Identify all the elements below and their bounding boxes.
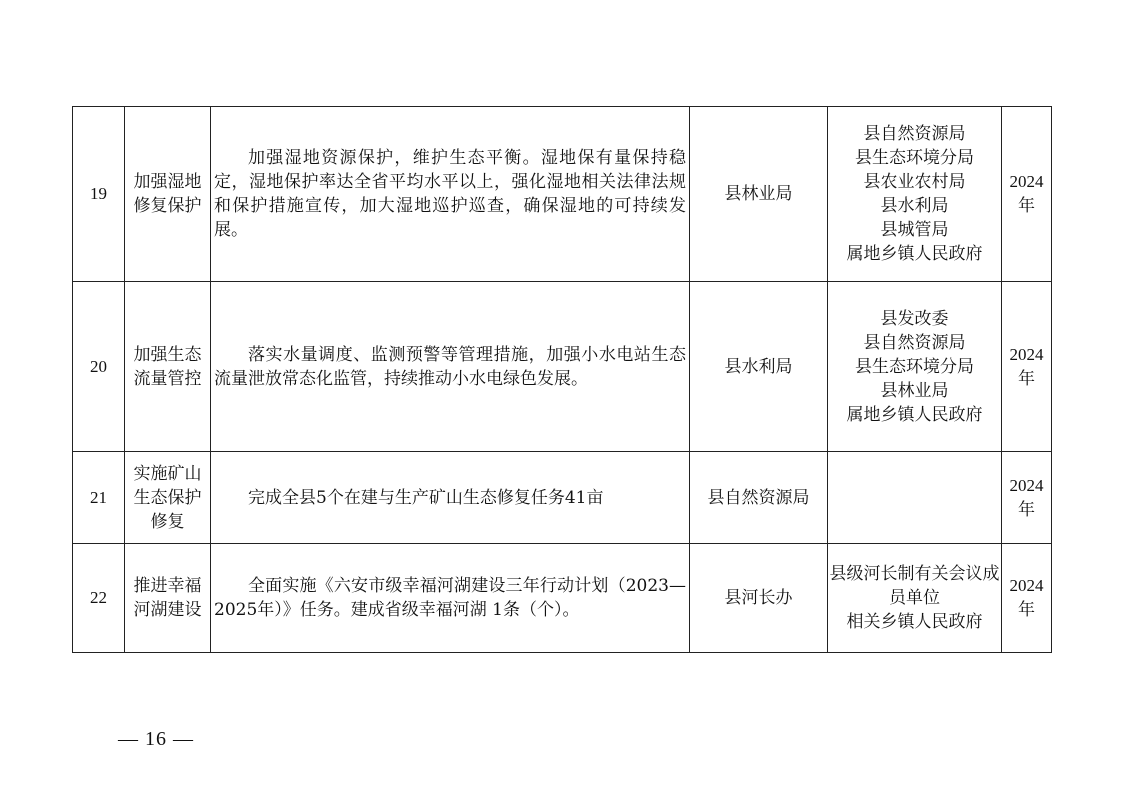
cooperating-unit: 属地乡镇人民政府 bbox=[846, 244, 983, 264]
cooperating-unit: 县级河长制有关会议成员单位 bbox=[829, 564, 1000, 608]
task-description bbox=[211, 282, 690, 452]
cooperating-unit: 县生态环境分局 bbox=[855, 148, 974, 168]
task-item: 加强生态流量管控 bbox=[125, 282, 211, 452]
row-number: 19 bbox=[73, 107, 125, 282]
table-row bbox=[73, 544, 1052, 653]
cooperating-units bbox=[828, 282, 1002, 452]
cooperating-units bbox=[828, 107, 1002, 282]
year-suffix: 年 bbox=[1018, 499, 1035, 519]
task-description bbox=[211, 452, 690, 544]
year-suffix: 年 bbox=[1018, 600, 1035, 619]
year-value: 2024 bbox=[1009, 344, 1044, 364]
year-suffix: 年 bbox=[1018, 196, 1035, 215]
row-number: 20 bbox=[73, 282, 125, 452]
cooperating-units bbox=[828, 452, 1002, 544]
task-description-text: 全面实施《六安市级幸福河湖建设三年行动计划（2023—2025年）》任务。建成省级幸福河湖 1条（个）。 bbox=[214, 576, 686, 620]
cooperating-unit: 县生态环境分局 bbox=[855, 356, 974, 377]
cooperating-unit: 县水利局 bbox=[880, 196, 949, 216]
cooperating-unit: 县发改委 bbox=[880, 308, 949, 329]
task-description-text: 加强湿地资源保护，维护生态平衡。湿地保有量保持稳定，湿地保护率达全省平均水平以上，强化湿地相关法律法规和保护措施宣传，加大湿地巡护巡查，确保湿地的可持续发展。 bbox=[214, 148, 686, 240]
table-row bbox=[73, 107, 1052, 282]
cooperating-unit: 县自然资源局 bbox=[863, 124, 966, 144]
page-number: — 16 — bbox=[118, 728, 194, 750]
year-value: 2024 bbox=[1009, 475, 1044, 495]
lead-unit: 县河长办 bbox=[690, 544, 828, 653]
year-value: 2024 bbox=[1009, 576, 1044, 595]
task-item: 加强湿地修复保护 bbox=[125, 107, 211, 282]
completion-year bbox=[1002, 282, 1052, 452]
task-description-text: 完成全县5个在建与生产矿山生态修复任务41亩 bbox=[248, 487, 604, 508]
cooperating-unit: 属地乡镇人民政府 bbox=[846, 404, 983, 425]
cooperating-unit: 县城管局 bbox=[880, 220, 949, 240]
task-description-text: 落实水量调度、监测预警等管理措施，加强小水电站生态流量泄放常态化监管，持续推动小水电绿色发展。 bbox=[214, 344, 686, 389]
table-row bbox=[73, 282, 1052, 452]
row-number: 22 bbox=[73, 544, 125, 653]
cooperating-unit: 县农业农村局 bbox=[863, 172, 966, 192]
completion-year bbox=[1002, 107, 1052, 282]
task-table bbox=[72, 106, 1052, 653]
completion-year bbox=[1002, 544, 1052, 653]
task-item: 实施矿山生态保护修复 bbox=[125, 452, 211, 544]
cooperating-units bbox=[828, 544, 1002, 653]
cooperating-unit: 相关乡镇人民政府 bbox=[846, 612, 983, 632]
lead-unit: 县水利局 bbox=[690, 282, 828, 452]
lead-unit: 县林业局 bbox=[690, 107, 828, 282]
year-suffix: 年 bbox=[1018, 368, 1035, 388]
task-item: 推进幸福河湖建设 bbox=[125, 544, 211, 653]
completion-year bbox=[1002, 452, 1052, 544]
table-row bbox=[73, 452, 1052, 544]
task-description bbox=[211, 544, 690, 653]
task-description bbox=[211, 107, 690, 282]
row-number: 21 bbox=[73, 452, 125, 544]
cooperating-unit: 县林业局 bbox=[880, 380, 949, 401]
cooperating-unit: 县自然资源局 bbox=[863, 332, 966, 353]
year-value: 2024 bbox=[1009, 172, 1044, 191]
lead-unit: 县自然资源局 bbox=[690, 452, 828, 544]
